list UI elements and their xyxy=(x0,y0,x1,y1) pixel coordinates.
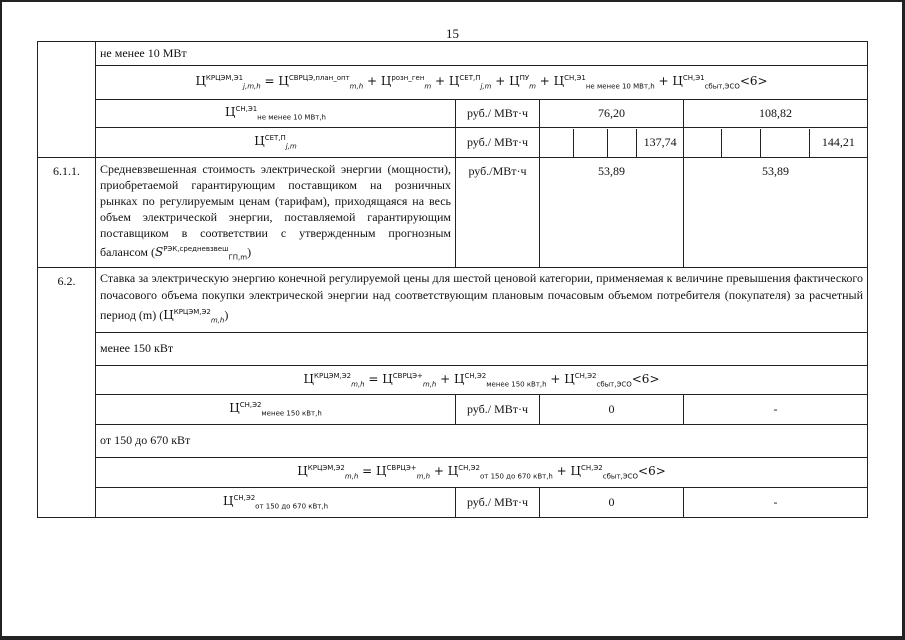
row-not-less-10-label xyxy=(38,42,868,66)
item-text-6-1-1: Средневзвешенная стоимость электрической энергии (мощности), приобретаемой гарантирующим поставщиком на розничных рынках по регулируемым ценам (тарифам), приходящаяся на весь объем электрической энергии, поставляемой гарантирующим поставщиком в соответствии с утвержденным прогнозным балансом $(S^{РЭК,средневзвеш}_{ГП,m})$ xyxy=(96,158,456,268)
row-less-150-values xyxy=(38,394,868,424)
unit-sn-e1: руб./ МВт·ч xyxy=(456,100,540,128)
item-number-6-2: 6.2. xyxy=(38,268,96,517)
row-not-less-10-formula xyxy=(38,66,868,100)
value-150-670-1: 0 xyxy=(540,487,684,517)
tariff-table xyxy=(37,41,868,518)
row-150-670-values xyxy=(38,487,868,517)
item-text-6-2: Ставка за электрическую энергию конечной регулируемой цены для шестой ценовой категории, применяемая к величине превышения фактического почасового объема покупки электрической энергии над соответствующим плановым почасовым объемом потребителя (покупателя) за расчетный период (m) $(Ц^{КРЦЭМ,Э2}_{m,h})$ xyxy=(96,268,868,332)
value-less-150-1: 0 xyxy=(540,394,684,424)
label-less-150: менее 150 кВт xyxy=(96,332,868,365)
symbol-less-150: $Ц^{СН,Э2}_{менее 150 кВт,h}$ xyxy=(96,394,456,424)
value-sn-e1-1: 76,20 xyxy=(540,100,684,128)
formula-less-150: $Ц^{КРЦЭМ,Э2}_{m,h} = Ц^{СВРЦЭ+}_{m,h} + Ц^{СН,Э2}_{менее 150 кВт,h} + Ц^{СН,Э2}_{сбыт,ЭСО}<6>$ xyxy=(96,365,868,394)
scan-border-bottom xyxy=(0,636,905,640)
scan-border-top xyxy=(0,0,905,2)
values-set-p-2 xyxy=(684,128,868,158)
value-sn-e1-2: 108,82 xyxy=(684,100,868,128)
row-less-150-label xyxy=(38,332,868,365)
num-cell-empty xyxy=(38,42,96,158)
unit-150-670: руб./ МВт·ч xyxy=(456,487,540,517)
value-less-150-2: - xyxy=(684,394,868,424)
row-6-2 xyxy=(38,268,868,332)
value-150-670-2: - xyxy=(684,487,868,517)
symbol-set-p: $Ц^{СЕТ,П}_{j,m}$ xyxy=(96,128,456,158)
formula-150-670: $Ц^{КРЦЭМ,Э2}_{m,h} = Ц^{СВРЦЭ+}_{m,h} + Ц^{СН,Э2}_{от 150 до 670 кВт,h} + Ц^{СН,Э2}_{сбыт,ЭСО}<6>$ xyxy=(96,457,868,487)
value-6-1-1-2: 53,89 xyxy=(684,158,868,268)
label-150-670: от 150 до 670 кВт xyxy=(96,424,868,457)
symbol-150-670: $Ц^{СН,Э2}_{от 150 до 670 кВт,h}$ xyxy=(96,487,456,517)
value-set-p-2: 144,21 xyxy=(809,129,867,157)
unit-set-p: руб./ МВт·ч xyxy=(456,128,540,158)
scan-border-left xyxy=(0,0,2,640)
row-less-150-formula xyxy=(38,365,868,394)
values-set-p-1 xyxy=(540,128,684,158)
unit-less-150: руб./ МВт·ч xyxy=(456,394,540,424)
row-set-p xyxy=(38,128,868,158)
label-not-less-10: не менее 10 МВт xyxy=(96,42,868,66)
formula-not-less-10: $Ц^{КРЦЭМ,Э1}_{j,m,h} = Ц^{СВРЦЭ,план\_опт}_{m,h} + Ц^{розн\_ген}_m + Ц^{СЕТ,П}_{j,m} + Ц^{ПУ}_m + Ц^{СН,Э1}_{не менее 10 МВт,h} + Ц^{СН,Э1}_{сбыт,ЭСО}<6>$ xyxy=(96,66,868,100)
symbol-sn-e1: $Ц^{СН,Э1}_{не менее 10 МВт,h}$ xyxy=(96,100,456,128)
row-6-1-1 xyxy=(38,158,868,268)
value-6-1-1-1: 53,89 xyxy=(540,158,684,268)
row-150-670-label xyxy=(38,424,868,457)
row-150-670-formula xyxy=(38,457,868,487)
item-number-6-1-1: 6.1.1. xyxy=(38,158,96,268)
row-sn-e1 xyxy=(38,100,868,128)
value-set-p-1: 137,74 xyxy=(637,129,683,157)
page-number: 15 xyxy=(446,26,459,41)
unit-6-1-1: руб./МВт·ч xyxy=(456,158,540,268)
